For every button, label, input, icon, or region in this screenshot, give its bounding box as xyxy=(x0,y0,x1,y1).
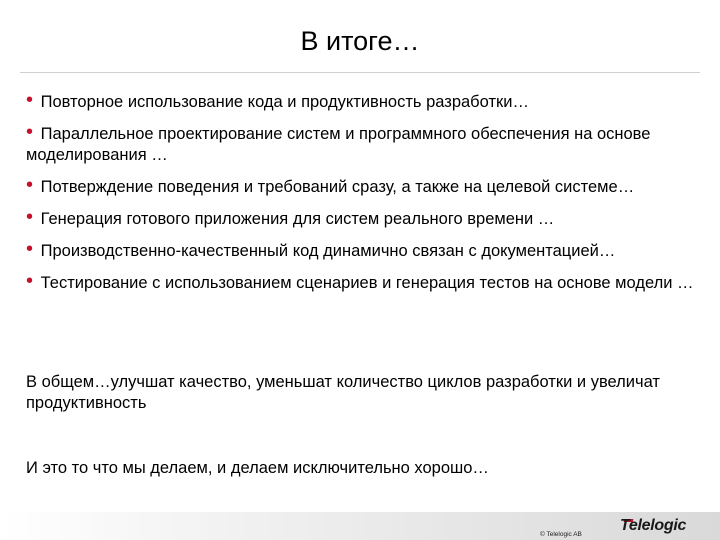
footer-bar xyxy=(0,512,720,540)
bullet-text: Тестирование с использованием сценариев и генерация тестов на основе модели … xyxy=(40,274,694,292)
title-divider xyxy=(20,72,700,73)
bullet-item xyxy=(26,121,706,166)
bullet-item xyxy=(26,89,706,113)
bullet-dot-icon: • xyxy=(26,238,34,260)
closing-statement: И это то что мы делаем, и делаем исключительно хорошо… xyxy=(26,459,489,477)
bullet-dot-icon: • xyxy=(26,206,34,228)
bullet-item xyxy=(26,174,706,198)
bullet-text: Параллельное проектирование систем и программного обеспечения на основе моделирования … xyxy=(26,125,651,164)
copyright-text: © Telelogic AB xyxy=(540,531,582,538)
bullet-text: Генерация готового приложения для систем реального времени … xyxy=(40,210,555,228)
summary-paragraph: В общем…улучшат качество, уменьшат количество циклов разработки и увеличат продуктивность xyxy=(26,373,660,412)
bullet-dot-icon: • xyxy=(26,121,34,143)
bullet-list xyxy=(26,89,706,305)
bullet-item xyxy=(26,238,706,262)
bullet-dot-icon: • xyxy=(26,174,34,196)
telelogic-logo: Telelogic xyxy=(620,517,687,534)
bullet-item xyxy=(26,206,706,230)
bullet-dot-icon: • xyxy=(26,89,34,111)
bullet-text: Повторное использование кода и продуктивность разработки… xyxy=(40,93,529,111)
bullet-dot-icon: • xyxy=(26,270,34,292)
bullet-item xyxy=(26,270,706,294)
bullet-text: Потверждение поведения и требований сразу, а также на целевой системе… xyxy=(40,178,635,196)
bullet-text: Производственно-качественный код динамично связан с документацией… xyxy=(40,242,616,260)
slide-title: В итоге… xyxy=(300,26,420,56)
